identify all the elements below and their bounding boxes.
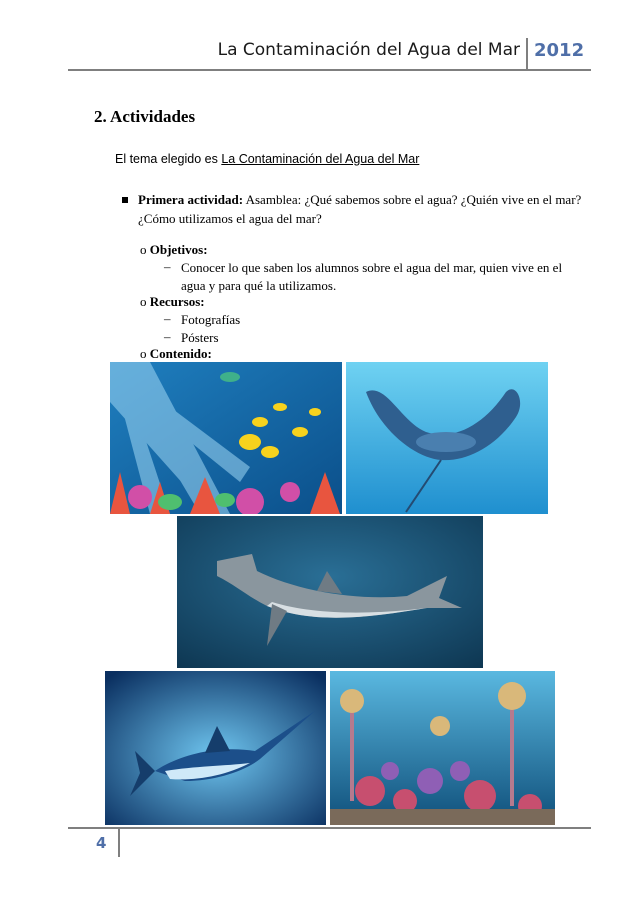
objetivos-label: Objetivos: <box>149 242 208 257</box>
recurso-item: Fotografías <box>181 312 241 327</box>
circle-bullet-icon: o <box>140 346 147 361</box>
header-divider <box>526 38 528 70</box>
hammerhead-shark-image <box>177 516 483 668</box>
intro-prefix: El tema elegido es <box>115 152 222 166</box>
contenido-label: Contenido: <box>149 346 212 361</box>
dash-bullet-icon: – <box>164 311 171 326</box>
activity-paragraph <box>138 190 588 228</box>
header-year: 2012 <box>534 40 585 61</box>
header-title: La Contaminación del Agua del Mar <box>217 40 520 60</box>
footer-divider <box>118 827 120 857</box>
contenido-row <box>140 345 212 363</box>
circle-bullet-icon: o <box>140 242 147 257</box>
intro-paragraph <box>115 152 419 166</box>
recursos-row <box>140 293 205 311</box>
page-number: 4 <box>96 834 107 852</box>
dash-bullet-icon: – <box>164 329 171 344</box>
manta-ray-image <box>346 362 548 514</box>
recurso-item: Pósters <box>181 330 219 345</box>
footer-rule <box>68 827 591 829</box>
coral-reef-image <box>330 671 555 825</box>
objetivo-item: Conocer lo que saben los alumnos sobre el agua del mar, quien vive en el agua y para qué la utilizamos. <box>181 260 563 293</box>
section-heading: 2. Actividades <box>94 107 196 126</box>
cartoon-reef-image <box>110 362 342 514</box>
intro-topic: La Contaminación del Agua del Mar <box>221 152 420 166</box>
header-rule <box>68 69 591 71</box>
circle-bullet-icon: o <box>140 294 147 309</box>
activity-text: Asamblea: ¿Qué sabemos sobre el agua? ¿Quién vive en el mar? ¿Cómo utilizamos el agua del mar? <box>138 192 582 226</box>
objetivos-row <box>140 241 208 259</box>
swordfish-image <box>105 671 326 825</box>
square-bullet-icon <box>122 197 128 203</box>
recursos-label: Recursos: <box>149 294 205 309</box>
activity-label: Primera actividad: <box>138 192 244 207</box>
dash-bullet-icon: – <box>164 259 171 274</box>
